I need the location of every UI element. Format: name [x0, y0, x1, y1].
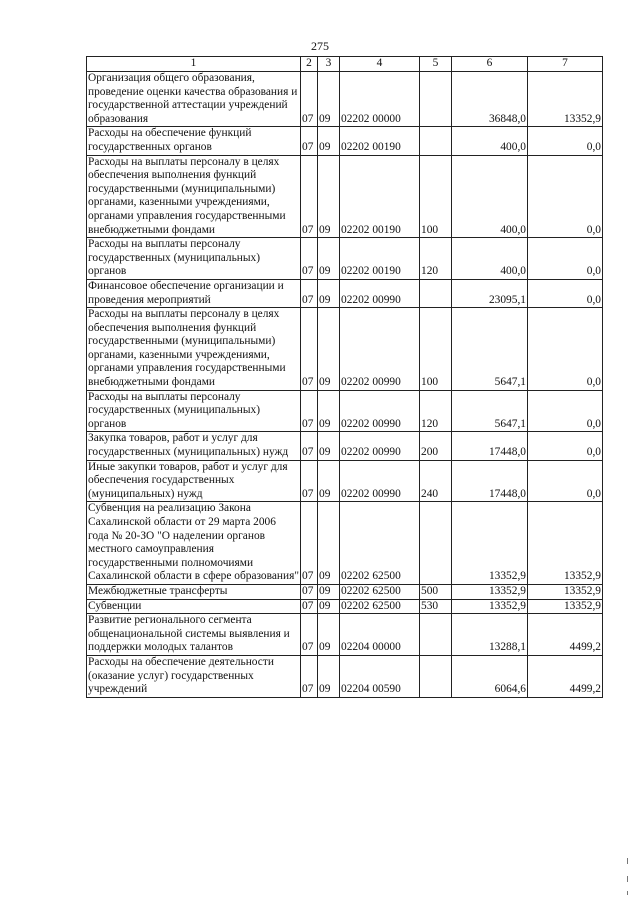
row-target-article: 02204 00590 [340, 655, 420, 697]
row-amount-subvention: 13352,9 [528, 72, 603, 127]
row-amount-total: 13352,9 [452, 502, 528, 585]
header-col-7: 7 [528, 57, 603, 72]
table-row [87, 390, 603, 432]
row-subsection: 09 [318, 502, 340, 585]
row-section: 07 [301, 460, 318, 502]
page-number: 275 [311, 39, 329, 53]
table-row [87, 432, 603, 460]
row-subsection: 09 [318, 390, 340, 432]
row-name: Межбюджетные трансферты [87, 584, 301, 599]
table-row [87, 308, 603, 391]
row-expense-type: 100 [420, 155, 452, 238]
row-amount-total: 5647,1 [452, 390, 528, 432]
row-amount-total: 23095,1 [452, 279, 528, 307]
row-subsection: 09 [318, 460, 340, 502]
row-amount-total: 13352,9 [452, 599, 528, 614]
row-expense-type [420, 614, 452, 656]
row-subsection: 09 [318, 432, 340, 460]
row-name: Расходы на выплаты персоналу государственных (муниципальных) органов [87, 390, 301, 432]
row-section: 07 [301, 614, 318, 656]
row-amount-subvention: 0,0 [528, 238, 603, 280]
budget-table [86, 56, 603, 698]
row-expense-type: 100 [420, 308, 452, 391]
row-section: 07 [301, 502, 318, 585]
row-target-article: 02202 00190 [340, 155, 420, 238]
row-expense-type: 530 [420, 599, 452, 614]
row-name: Организация общего образования, проведение оценки качества образования и государственной аттестации учреждений образования [87, 72, 301, 127]
row-section: 07 [301, 72, 318, 127]
row-amount-total: 13352,9 [452, 584, 528, 599]
row-section: 07 [301, 584, 318, 599]
table-row [87, 72, 603, 127]
table-row [87, 614, 603, 656]
row-target-article: 02202 62500 [340, 599, 420, 614]
row-expense-type [420, 279, 452, 307]
header-col-6: 6 [452, 57, 528, 72]
header-col-4: 4 [340, 57, 420, 72]
row-section: 07 [301, 599, 318, 614]
row-amount-total: 400,0 [452, 155, 528, 238]
header-col-3: 3 [318, 57, 340, 72]
header-row [87, 57, 603, 72]
row-name: Расходы на обеспечение функций государственных органов [87, 127, 301, 155]
row-section: 07 [301, 279, 318, 307]
row-amount-total: 17448,0 [452, 460, 528, 502]
row-section: 07 [301, 155, 318, 238]
row-section: 07 [301, 390, 318, 432]
row-expense-type: 240 [420, 460, 452, 502]
row-expense-type [420, 127, 452, 155]
row-expense-type [420, 72, 452, 127]
row-name: Расходы на обеспечение деятельности (оказание услуг) государственных учреждений [87, 655, 301, 697]
header-col-2: 2 [301, 57, 318, 72]
table-row [87, 238, 603, 280]
row-name: Расходы на выплаты персоналу государственных (муниципальных) органов [87, 238, 301, 280]
row-expense-type: 120 [420, 390, 452, 432]
row-expense-type: 500 [420, 584, 452, 599]
row-target-article: 02202 62500 [340, 502, 420, 585]
row-subsection: 09 [318, 127, 340, 155]
row-name: Расходы на выплаты персоналу в целях обеспечения выполнения функций государственными (муниципальными) органами, казенными учреждениями, органами управления государственными внебюджетными фондами [87, 155, 301, 238]
row-amount-subvention: 0,0 [528, 432, 603, 460]
row-subsection: 09 [318, 599, 340, 614]
row-name: Субвенция на реализацию Закона Сахалинской области от 29 марта 2006 года № 20-ЗО "О наделении органов местного самоуправления государственными полномочиями Сахалинской области в сфере образования" [87, 502, 301, 585]
row-name: Закупка товаров, работ и услуг для государственных (муниципальных) нужд [87, 432, 301, 460]
table-row [87, 155, 603, 238]
row-subsection: 09 [318, 238, 340, 280]
row-amount-subvention: 13352,9 [528, 584, 603, 599]
scan-mark [627, 891, 628, 895]
row-amount-total: 400,0 [452, 238, 528, 280]
row-amount-total: 6064,6 [452, 655, 528, 697]
scan-mark [627, 876, 628, 882]
row-amount-subvention: 0,0 [528, 460, 603, 502]
row-target-article: 02202 00990 [340, 390, 420, 432]
row-amount-subvention: 0,0 [528, 308, 603, 391]
row-target-article: 02202 00990 [340, 432, 420, 460]
table-row [87, 599, 603, 614]
header-col-1: 1 [87, 57, 301, 72]
row-amount-subvention: 0,0 [528, 279, 603, 307]
row-amount-subvention: 13352,9 [528, 599, 603, 614]
row-subsection: 09 [318, 614, 340, 656]
row-subsection: 09 [318, 72, 340, 127]
row-amount-subvention: 0,0 [528, 155, 603, 238]
row-name: Развитие регионального сегмента общенациональной системы выявления и поддержки молодых талантов [87, 614, 301, 656]
row-subsection: 09 [318, 584, 340, 599]
row-amount-total: 400,0 [452, 127, 528, 155]
row-subsection: 09 [318, 308, 340, 391]
table-row [87, 584, 603, 599]
row-name: Иные закупки товаров, работ и услуг для обеспечения государственных (муниципальных) нужд [87, 460, 301, 502]
row-target-article: 02202 00990 [340, 308, 420, 391]
table-row [87, 502, 603, 585]
header-col-5: 5 [420, 57, 452, 72]
row-expense-type: 200 [420, 432, 452, 460]
row-target-article: 02202 00990 [340, 460, 420, 502]
row-section: 07 [301, 432, 318, 460]
row-section: 07 [301, 655, 318, 697]
row-expense-type [420, 655, 452, 697]
row-subsection: 09 [318, 279, 340, 307]
row-target-article: 02202 00000 [340, 72, 420, 127]
row-amount-total: 17448,0 [452, 432, 528, 460]
row-subsection: 09 [318, 155, 340, 238]
table-row [87, 279, 603, 307]
row-amount-subvention: 13352,9 [528, 502, 603, 585]
row-name: Финансовое обеспечение организации и проведения мероприятий [87, 279, 301, 307]
row-amount-subvention: 4499,2 [528, 614, 603, 656]
row-section: 07 [301, 238, 318, 280]
row-amount-total: 5647,1 [452, 308, 528, 391]
scan-mark [627, 858, 628, 864]
row-target-article: 02204 00000 [340, 614, 420, 656]
table-row [87, 655, 603, 697]
row-target-article: 02202 00190 [340, 238, 420, 280]
table-row [87, 460, 603, 502]
row-amount-subvention: 0,0 [528, 127, 603, 155]
row-amount-subvention: 4499,2 [528, 655, 603, 697]
row-expense-type: 120 [420, 238, 452, 280]
row-amount-total: 13288,1 [452, 614, 528, 656]
row-section: 07 [301, 127, 318, 155]
row-name: Расходы на выплаты персоналу в целях обеспечения выполнения функций государственными (муниципальными) органами, казенными учреждениями, органами управления государственными внебюджетными фондами [87, 308, 301, 391]
row-subsection: 09 [318, 655, 340, 697]
row-amount-total: 36848,0 [452, 72, 528, 127]
row-target-article: 02202 00190 [340, 127, 420, 155]
row-amount-subvention: 0,0 [528, 390, 603, 432]
row-section: 07 [301, 308, 318, 391]
row-name: Субвенции [87, 599, 301, 614]
row-target-article: 02202 62500 [340, 584, 420, 599]
table-row [87, 127, 603, 155]
row-target-article: 02202 00990 [340, 279, 420, 307]
row-expense-type [420, 502, 452, 585]
